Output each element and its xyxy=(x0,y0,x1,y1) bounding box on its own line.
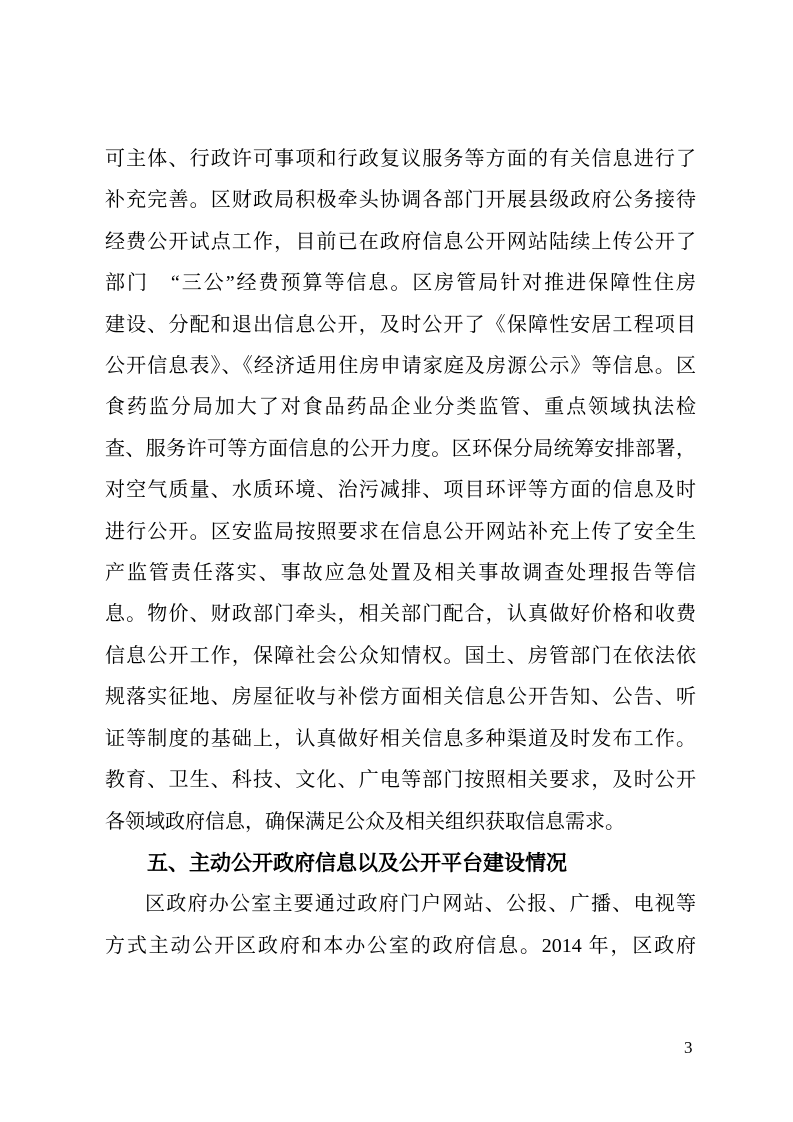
text-line: 可主体、行政许可事项和行政复议服务等方面的有关信息进行了 xyxy=(105,148,696,170)
text-line: 教育、卫生、科技、文化、广电等部门按照相关要求，及时公开 xyxy=(105,769,696,792)
text-line: 方式主动公开区政府和本办公室的政府信息。2014 年，区政府 xyxy=(105,934,696,957)
text-line: 证等制度的基础上，认真做好相关信息多种渠道及时发布工作。 xyxy=(105,727,696,750)
text-line: 进行公开。区安监局按照要求在信息公开网站补充上传了安全生 xyxy=(105,520,696,543)
text-line: 各领域政府信息，确保满足公众及相关组织获取信息需求。 xyxy=(105,810,625,833)
page-number: 3 xyxy=(684,1038,693,1057)
text-line: 信息公开工作，保障社会公众知情权。国土、房管部门在依法依 xyxy=(105,644,696,667)
text-line: 产监管责任落实、事故应急处置及相关事故调查处理报告等信 xyxy=(105,562,696,585)
text-line: 建设、分配和退出信息公开，及时公开了《保障性安居工程项目 xyxy=(105,313,696,336)
text-line: 公开信息表》、《经济适用住房申请家庭及房源公示》等信息。区 xyxy=(105,355,696,378)
paragraph-continuation xyxy=(105,139,696,843)
page-content xyxy=(105,139,696,967)
text-line: 规落实征地、房屋征收与补偿方面相关信息公开告知、公告、听 xyxy=(105,686,696,709)
text-line: 区政府办公室主要通过政府门户网站、公报、广播、电视等 xyxy=(145,893,696,916)
text-line: 食药监分局加大了对食品药品企业分类监管、重点领域执法检 xyxy=(105,396,696,419)
paragraph-2 xyxy=(105,884,696,967)
text-line: 对空气质量、水质环境、治污减排、项目环评等方面的信息及时 xyxy=(105,479,696,502)
section-heading: 五、主动公开政府信息以及公开平台建设情况 xyxy=(147,851,567,875)
text-line: 补充完善。区财政局积极牵头协调各部门开展县级政府公务接待 xyxy=(105,189,696,212)
text-line: 部门 “三公”经费预算等信息。区房管局针对推进保障性住房 xyxy=(105,272,696,295)
text-line: 息。物价、财政部门牵头，相关部门配合，认真做好价格和收费 xyxy=(105,603,696,626)
text-line: 经费公开试点工作，目前已在政府信息公开网站陆续上传公开了 xyxy=(105,230,696,253)
text-line: 查、服务许可等方面信息的公开力度。区环保分局统筹安排部署， xyxy=(105,437,696,460)
